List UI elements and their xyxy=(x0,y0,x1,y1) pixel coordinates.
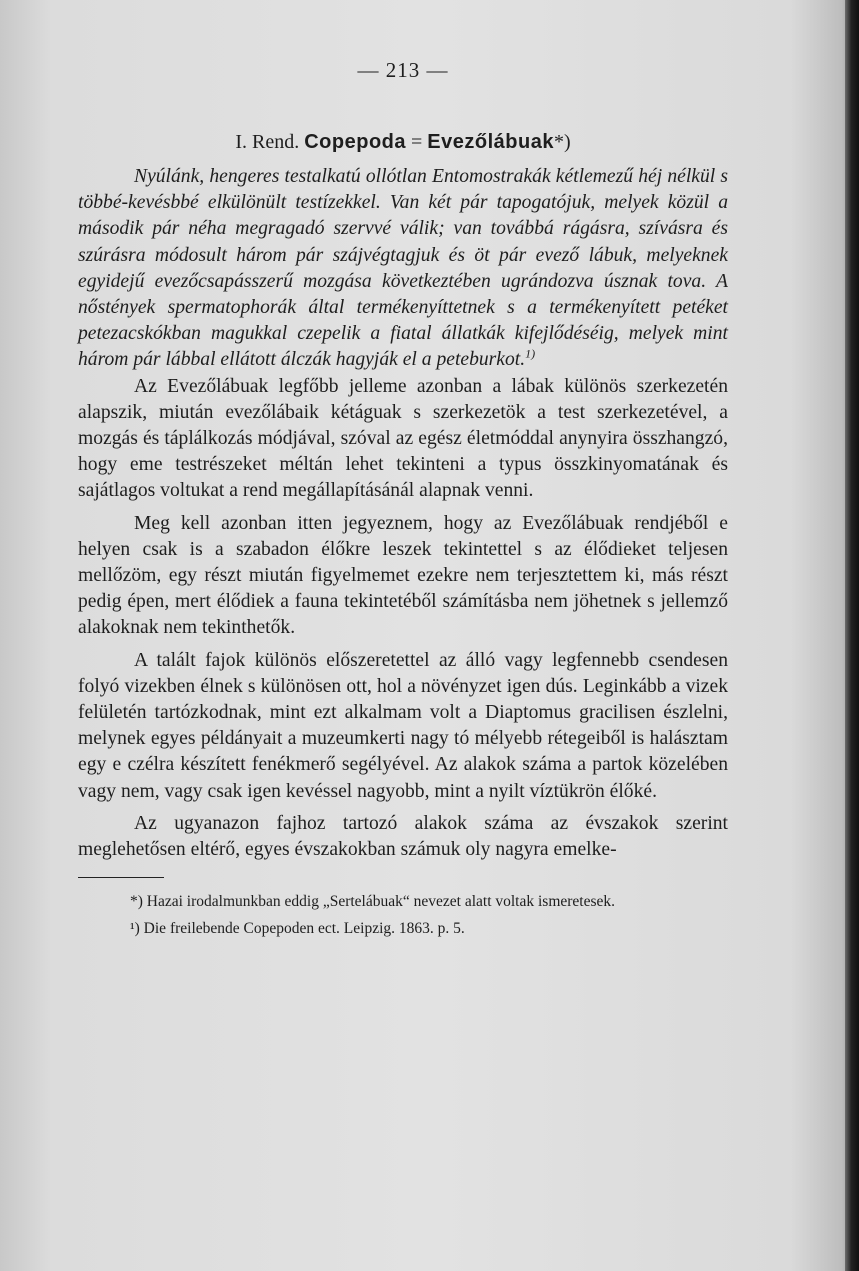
footnotes xyxy=(78,892,728,939)
intro-note-mark: 1) xyxy=(525,346,536,361)
heading-note-mark: *) xyxy=(553,131,571,153)
footnote-rule xyxy=(78,877,164,878)
body-paragraph: Meg kell azonban itten jegyeznem, hogy az Evezőlábuak rendjéből e helyen csak is a szabadon élőkre leszek tekintettel s az élődieket teljesen mellőzöm, egy részt miután figyelmemet ezekre nem terjesztettem ki, más részt pedig épen, mert élődiek a fauna tekintetéből számításba nem jöhetnek s jellemző alakoknak nem tekinthetők. xyxy=(78,512,728,639)
section-heading xyxy=(78,131,728,154)
heading-separator: = xyxy=(406,131,428,153)
page-binding-shadow xyxy=(845,0,859,1271)
body-paragraph: Az ugyanazon fajhoz tartozó alakok száma az évszakok szerint meglehetősen eltérő, egyes évszakokban számuk oly nagyra emelke- xyxy=(78,812,728,861)
footnote: *) Hazai irodalmunkban eddig „Sertelábuak“ nevezet alatt voltak ismeretesek. xyxy=(130,893,616,911)
body-paragraph: Az Evezőlábuak legfőbb jelleme azonban a lábak különös szerkezetén alapszik, miután evezőlábaik kétáguak s szerkezetök a test szerkezetével, a mozgás és táplálkozás módjával, szóval az egész életmóddal anynyira összhangzó, hogy eme testrészeket méltán lehet tekinteni a typus összkinyomatának és sajátlagos voltukat a rend megállapításánál alapnak venni. xyxy=(78,375,728,502)
intro-paragraph-text: Nyúlánk, hengeres testalkatú ollótlan Entomostrakák kétlemezű héj nélkül s többé-kevésbbé elkülönült testízekkel. Van két pár tapogatójuk, melyek közül a második pár néha megragadó szervvé válik; van továbbá rágásra, szívásra és szúrásra módosult három pár szájvégtagjuk és öt pár evező lábuk, melyeknek egyidejű evezőcsapásszerű mozgása következtében ugrándozva úsznak tova. A nőstények spermatophorák által termékenyíttetnek s a termékenyített petéket petezacskókban magukkal czepelik a fiatal állatkák kifejlődéséig, melyek mint három pár lábbal ellátott álczák hagyják el a peteburkot. xyxy=(78,166,728,371)
heading-latin-name: Copepoda xyxy=(304,131,407,153)
page-number: — 213 — xyxy=(357,58,449,82)
page-content xyxy=(78,58,728,946)
intro-paragraph xyxy=(78,164,728,374)
body-paragraph: A talált fajok különös előszeretettel az álló vagy legfennebb csendesen folyó vizekben élnek s különösen ott, hol a növényzet igen dús. Leginkább a vizek felületén tartózkodnak, mint ezt alkalmam volt a Diaptomus gracilisen észlelni, melynek egyes példányait a muzeumkerti nagy tó mélyebb rétegeiből is halásztam egy e czélra készített fenékmerő segélyével. Az alakok száma a partok közelében vagy nem, vagy csak igen kevéssel nagyobb, mint a nyilt víztükrön élőké. xyxy=(78,649,728,802)
heading-prefix: I. Rend. xyxy=(235,131,305,153)
heading-hungarian-name: Evezőlábuak xyxy=(427,131,554,153)
footnote: ¹) Die freilebende Copepoden ect. Leipzig. 1863. p. 5. xyxy=(130,920,465,938)
